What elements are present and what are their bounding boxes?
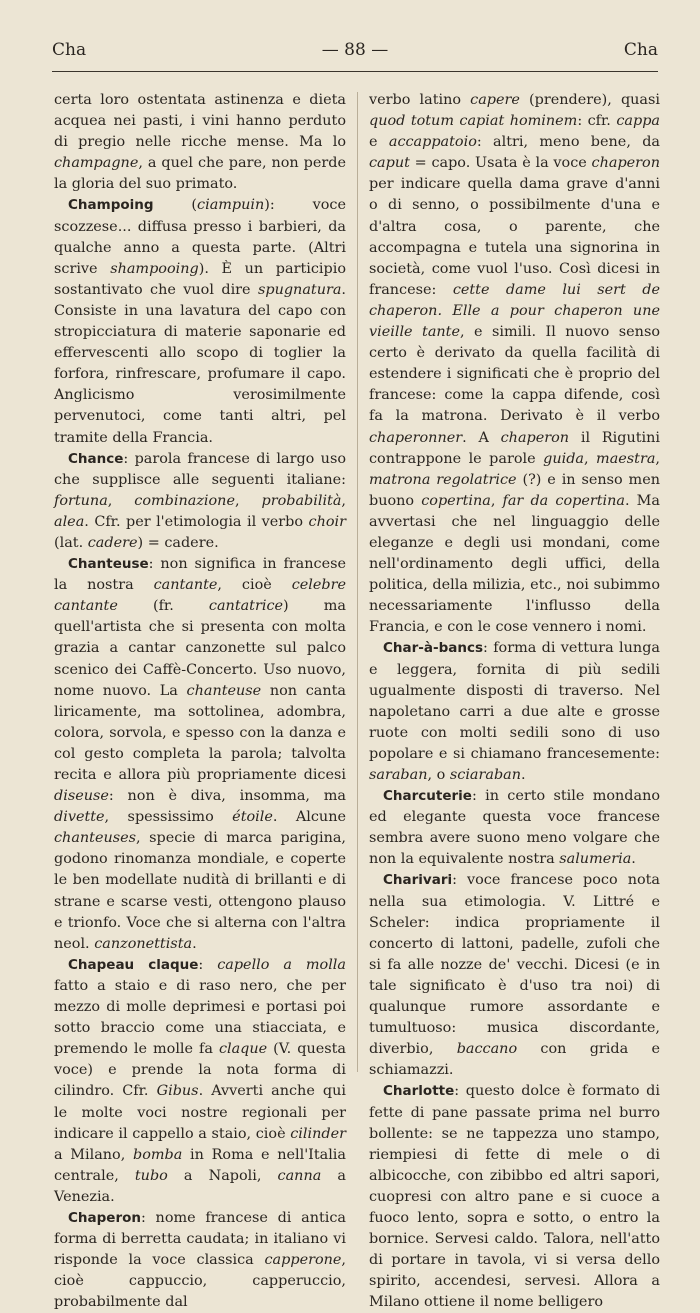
italic-term: canzonettista <box>94 935 193 952</box>
italic-term: bomba <box>133 1146 183 1163</box>
entry-text: , spessissimo <box>104 809 233 826</box>
header-left-guideword: Cha <box>52 40 87 60</box>
right-column <box>369 90 660 1313</box>
italic-term: copertina <box>421 492 491 509</box>
entry-text: : <box>198 956 218 973</box>
entry-continuation <box>54 90 346 195</box>
dictionary-entry <box>54 955 346 1208</box>
entry-text: : cfr. <box>577 113 617 130</box>
dictionary-entry <box>369 870 660 1081</box>
entry-headword: Chanteuse <box>68 556 149 573</box>
italic-term: probabilità <box>261 492 342 509</box>
entry-text: (fr. <box>117 598 209 615</box>
dictionary-entry <box>54 195 346 448</box>
italic-term: étoile <box>232 809 273 826</box>
entry-text: fatto a staio e di raso nero, che per mezzo di molle deprimesi e portasi poi sotto braccio come una stiacciata, e premendo le molle fa <box>54 977 346 1058</box>
italic-term: fortuna <box>54 492 108 509</box>
italic-term: alea <box>54 513 85 530</box>
italic-term: capere <box>470 92 520 108</box>
header-rule <box>52 71 658 72</box>
entry-text: (prendere), quasi <box>519 92 660 108</box>
entry-text: per indicare quella dama grave d'anni o di senno, o possibilmente d'una e d'altra cosa, o parente, che accompagna e tutela una signorina in società, come vuol l'uso. Così dicesi in francese: <box>369 176 660 298</box>
entry-text: , specie di marca parigina, godono rinomanza mondiale, e coperte le ben modellate nudità di brillanti e di strane e scarse vesti, ottengono plauso e trionfo. Voce che si alterna con l'altra neol. <box>54 830 346 952</box>
running-header <box>52 40 658 64</box>
italic-term: quod totum capiat hominem <box>369 113 578 130</box>
italic-term: chanteuse <box>186 682 262 699</box>
entry-text: , <box>583 450 597 467</box>
entry-text: : in certo stile mondano ed elegante questa voce francese sembra avere suono meno volgare che non la equivalente nostra <box>369 788 660 868</box>
italic-term: cette dame lui sert de chaperon. Elle a pour chaperon une vieille tante <box>369 281 660 341</box>
italic-term: combinazione <box>134 492 235 509</box>
entry-text: : forma di vettura lunga e leggera, fornita di più sedili ugualmente disposti di traverso. Nel napoletano carri a due alte e grosse ruote con molti sedili sono di uso popolare e si chiamano francesemente: <box>369 640 660 762</box>
italic-term: choir <box>308 513 346 530</box>
entry-text: : parola francese di largo uso che supplisce alle seguenti italiane: <box>54 450 346 488</box>
entry-text: certa loro ostentata astinenza e dieta acquea nei pasti, i vini hanno perduto di pregio nelle ricche mense. Ma lo <box>54 92 346 151</box>
entry-text: a Napoli, <box>167 1167 278 1184</box>
entry-text: , <box>341 492 346 509</box>
header-right-guideword: Cha <box>623 40 658 60</box>
entry-headword: Char-à-bancs <box>383 640 484 657</box>
dictionary-entry <box>54 449 346 554</box>
dictionary-entry <box>369 638 660 786</box>
entry-text: : altri, meno bene, da <box>476 134 661 151</box>
italic-term: matrona regolatrice <box>369 471 517 488</box>
italic-term: cantante <box>153 577 218 594</box>
entry-headword: Charivari <box>383 872 453 889</box>
dictionary-entry <box>369 1081 660 1313</box>
entry-text: = capo. Usata è la voce <box>409 155 592 172</box>
entry-headword: Chapeau claque <box>68 956 199 973</box>
entry-text: e <box>369 134 389 151</box>
entry-text: (V. questa voce) e prende la nota forma di cilindro. Cfr. <box>54 1041 346 1100</box>
italic-term: cadere <box>87 534 138 551</box>
italic-term: cilinder <box>290 1125 346 1142</box>
italic-term: cantatrice <box>208 598 284 615</box>
italic-term: Gibus <box>156 1083 199 1100</box>
entry-text: . <box>192 935 197 952</box>
italic-term: diseuse <box>54 788 109 805</box>
italic-term: tubo <box>134 1167 168 1184</box>
entry-text: : voce francese poco nota nella sua etimologia. V. Littré e Scheler: indica propriamente il concerto di lattoni, padelle, zufoli che si fa alle nozze de' vecchi. Dicesi (e in tale significato è d'uso tra noi) di qualunque rumore assordante e tumultuoso: musica discordante, diverbio, <box>369 872 660 1058</box>
entry-text: . Consiste in una lavatura del capo con stropicciatura di materie saponarie ed effervescenti allo scopo di toglier la forfora, rinfrescare, profumare il capo. Anglicismo verosimilmente pervenutoci, come tanti altri, pel tramite della Francia. <box>54 281 346 446</box>
italic-term: capperone <box>264 1252 342 1269</box>
entry-text: , a quel che pare, non perde la gloria del suo primato. <box>54 155 346 193</box>
entry-text: ) = cadere. <box>137 534 219 551</box>
entry-headword: Charcuterie <box>383 788 472 805</box>
italic-term: celebre cantante <box>54 577 346 615</box>
entry-text: , <box>490 492 503 509</box>
entry-text: , o <box>427 767 450 783</box>
entry-text: a Milano, <box>54 1146 133 1163</box>
italic-term: guida <box>543 450 584 467</box>
entry-text: (lat. <box>54 534 88 551</box>
italic-term: shampooing <box>110 260 199 277</box>
italic-term: far da copertina <box>502 492 625 509</box>
entry-text: . <box>631 851 636 868</box>
entry-text: . Alcune <box>272 809 346 826</box>
italic-term: sciaraban <box>449 767 522 783</box>
italic-term: chaperon <box>591 155 660 172</box>
italic-term: chaperonner <box>369 429 463 446</box>
entry-text: non canta liricamente, ma sottolinea, adombra, colora, sorvola, e spesso con la danza e col gesto completa la parola; talvolta recita e allora più propriamente dicesi <box>54 682 346 783</box>
entry-text: , <box>234 492 262 509</box>
italic-term: baccano <box>456 1041 518 1058</box>
entry-headword: Chance <box>68 450 124 467</box>
dictionary-entry <box>54 1208 346 1313</box>
entry-text: : non è diva, insomma, ma <box>108 788 346 805</box>
entry-text: , e simili. Il nuovo senso certo è derivato da quella facilità di estendere i significati che è proprio del francese: come la cappa difende, così fa la matrona. Derivato è il verbo <box>369 324 660 425</box>
entry-text: a Venezia. <box>54 1167 346 1205</box>
italic-term: accappatoio <box>388 134 477 151</box>
entry-text: . <box>521 767 526 783</box>
entry-text: il Rigutini contrappone le parole <box>369 429 660 467</box>
entry-headword: Champoing <box>68 197 154 214</box>
italic-term: champagne <box>54 155 139 172</box>
entry-text: con grida e schiamazzi. <box>369 1041 660 1079</box>
entry-text: : non significa in francese la nostra <box>54 556 346 594</box>
entry-text: ). È un participio sostantivato che vuol dire <box>54 260 346 298</box>
entry-text: . Cfr. per l'etimologia il verbo <box>84 513 309 530</box>
italic-term: canna <box>277 1167 322 1184</box>
entry-text: , <box>655 450 660 467</box>
italic-term: divette <box>54 809 105 826</box>
entry-text: in Roma e nell'Italia centrale, <box>54 1146 346 1184</box>
entry-text: ( <box>153 197 198 214</box>
entry-text: ): voce scozzese... diffusa presso i barbieri, da qualche anno a questa parte. (Altri scrive <box>54 197 346 277</box>
entry-text: ) ma quell'artista che si presenta con molta grazia a cantar canzonette sul palco scenico dei Caffè-Concerto. Uso nuovo, nome nuovo. La <box>54 598 346 699</box>
italic-term: maestra <box>596 450 656 467</box>
italic-term: salumeria <box>559 851 632 868</box>
italic-term: chaperon <box>500 429 570 446</box>
entry-continuation <box>369 90 660 638</box>
italic-term: capello a molla <box>217 956 346 973</box>
column-divider <box>357 92 358 1072</box>
entry-text: : questo dolce è formato di fette di pane passate prima nel burro bollente: se ne tappezza uno stampo, riempiesi di fette di mele o di albicocche, con zibibbo ed altri sapori, cuopresi con altro pane e si cuoce a fuoco lento, sopra e sotto, o entro la bornice. Servesi caldo. Talora, nell'atto di portare in tavola, vi si versa dello spirito, accendesi, servesi. Allora a Milano ottiene il nome belligero <box>369 1083 660 1311</box>
entry-text: (?) e in senso men buono <box>369 471 660 509</box>
page-number: — 88 — <box>321 40 389 60</box>
entry-headword: Charlotte <box>383 1083 455 1100</box>
entry-text: verbo latino <box>369 92 471 108</box>
italic-term: spugnatura <box>257 281 342 298</box>
entry-text: . Ma avvertasi che nel linguaggio delle eleganze e degli usi mondani, come nell'ordinamento degli uffici, della politica, della milizia, etc., noi subimmo necessariamente l'influsso della Francia, e con le cose vennero i nomi. <box>369 492 661 636</box>
italic-term: chanteuses <box>54 830 137 847</box>
italic-term: cappa <box>616 113 660 130</box>
dictionary-entry <box>54 554 346 955</box>
left-column <box>54 90 346 1313</box>
entry-text: : nome francese di antica forma di berretta caudata; in italiano vi risponde la voce classica <box>54 1209 346 1269</box>
entry-text: , cioè cappuccio, capperuccio, probabilmente dal <box>54 1252 346 1311</box>
entry-text: . A <box>462 429 501 446</box>
entry-text: , <box>107 492 135 509</box>
italic-term: claque <box>218 1041 268 1058</box>
entry-text: , cioè <box>217 577 292 594</box>
entry-headword: Chaperon <box>68 1209 141 1226</box>
entry-text: . Avverti anche qui le molte voci nostre regionali per indicare il cappello a staio, cioè <box>54 1083 347 1142</box>
italic-term: ciampuin <box>197 197 265 214</box>
italic-term: saraban <box>369 767 428 783</box>
dictionary-entry <box>369 786 660 870</box>
italic-term: caput <box>369 155 410 172</box>
